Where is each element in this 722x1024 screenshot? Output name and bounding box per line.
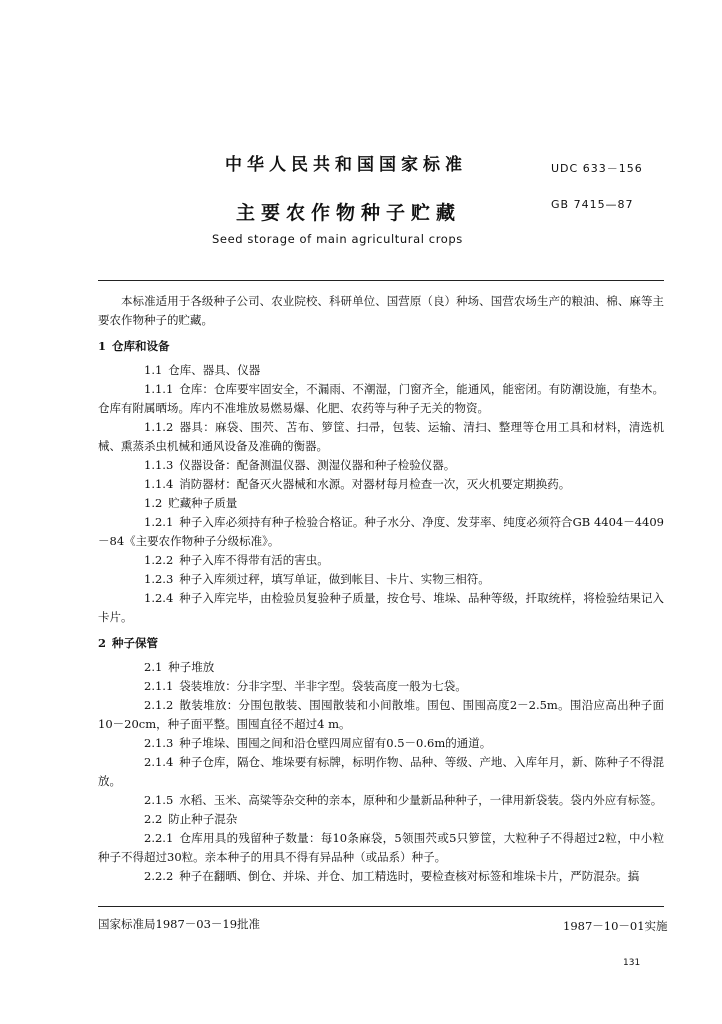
clause-number: 1.1: [144, 363, 163, 377]
document-title: 主要农作物种子贮藏: [236, 202, 462, 224]
clause-number: 2.1: [144, 660, 163, 674]
clause-number: 1.1.4: [144, 477, 174, 491]
section-title: 仓库和设备: [112, 339, 170, 353]
clause-number: 2.1.5: [144, 793, 174, 807]
gb-number: GB 7415—87: [551, 198, 634, 211]
clause-number: 1.1.3: [144, 458, 174, 472]
approval-date: 国家标准局1987－03－19批准: [98, 917, 261, 931]
clause-number: 1.2.4: [144, 591, 174, 605]
clause-number: 1.2.2: [144, 553, 174, 567]
clause-text: 种子入库不得带有活的害虫。: [179, 553, 329, 567]
clause-text: 袋装堆放：分非字型、半非字型。袋装高度一般为七袋。: [179, 679, 467, 693]
clause-paragraph: [98, 867, 664, 886]
clause-text: 仪器设备：配备测温仪器、测湿仪器和种子检验仪器。: [179, 458, 456, 472]
clause-text: 种子入库必须持有种子检验合格证。种子水分、净度、发芽率、纯度必须符合GB 4404－4409－84《主要农作物种子分级标准》。: [98, 515, 664, 548]
standard-title: 中华人民共和国国家标准: [225, 155, 467, 175]
clause-paragraph: [98, 677, 664, 696]
clause-text: 种子堆放: [168, 660, 215, 674]
clause-paragraph: [98, 589, 664, 627]
clause-number: 1.2: [144, 496, 163, 510]
clause-text: 防止种子混杂: [168, 812, 238, 826]
clause-number: 1.1.2: [144, 420, 174, 434]
clause-number: 2.2: [144, 812, 163, 826]
subsection-heading: [98, 361, 664, 380]
clause-paragraph: [98, 418, 664, 456]
footer-rule: [98, 906, 664, 907]
clause-paragraph: [98, 753, 664, 791]
clause-paragraph: [98, 513, 664, 551]
section-number: 1: [98, 339, 107, 353]
clause-text: 种子堆垛、围囤之间和沿仓壁四周应留有0.5－0.6m的通道。: [179, 736, 492, 750]
clause-number: 1.2.1: [144, 515, 174, 529]
clause-paragraph: [98, 791, 664, 810]
clause-text: 贮藏种子质量: [168, 496, 238, 510]
clause-number: 1.2.3: [144, 572, 174, 586]
clause-number: 2.1.2: [144, 698, 174, 712]
clause-text: 器具：麻袋、围茓、苫布、箩筐、扫帚，包装、运输、清扫、整理等仓用工具和材料，清选机械、熏蒸杀虫机械和通风设备及准确的衡器。: [98, 420, 664, 453]
page-number: 131: [623, 958, 641, 968]
subsection-heading: [98, 810, 664, 829]
clause-text: 仓库用具的残留种子数量：每10条麻袋，5领围茓或5只箩筐，大粒种子不得超过2粒，中小粒种子不得超过30粒。亲本种子的用具不得有异品种（或品系）种子。: [98, 831, 664, 864]
clause-text: 种子入库完毕，由检验员复验种子质量，按仓号、堆垛、品种等级，扦取统样，将检验结果记入卡片。: [98, 591, 664, 624]
clause-paragraph: [98, 570, 664, 589]
clause-text: 种子入库须过秤，填写单证，做到帐目、卡片、实物三相符。: [179, 572, 490, 586]
clause-paragraph: [98, 696, 664, 734]
clause-number: 2.1.1: [144, 679, 174, 693]
clause-text: 种子仓库，隔仓、堆垛要有标牌，标明作物、品种、等级、产地、入库年月，新、陈种子不得混放。: [98, 755, 664, 788]
implementation-date: 1987－10－01实施: [563, 919, 668, 933]
clause-number: 2.1.3: [144, 736, 174, 750]
clause-text: 仓库：仓库要牢固安全，不漏雨、不潮湿，门窗齐全，能通风，能密闭。有防潮设施，有垫木。仓库有附属晒场。库内不准堆放易燃易爆、化肥、农药等与种子无关的物资。: [98, 382, 664, 415]
udc-number: UDC 633－156: [551, 162, 643, 175]
intro-paragraph: 本标准适用于各级种子公司、农业院校、科研单位、国营原（良）种场、国营农场生产的粮油、棉、麻等主要农作物种子的贮藏。: [98, 294, 664, 327]
clause-text: 消防器材：配备灭火器械和水源。对器材每月检查一次，灭火机要定期换药。: [179, 477, 571, 491]
english-title: Seed storage of main agricultural crops: [212, 232, 463, 246]
section-title: 种子保管: [112, 636, 159, 650]
clause-paragraph: [98, 829, 664, 867]
clause-number: 1.1.1: [144, 382, 174, 396]
clause-paragraph: [98, 551, 664, 570]
subsection-heading: [98, 494, 664, 513]
section-number: 2: [98, 636, 107, 650]
clause-paragraph: [98, 380, 664, 418]
clause-text: 仓库、器具、仪器: [168, 363, 261, 377]
clause-text: 散装堆放：分围包散装、围囤散装和小间散堆。围包、围囤高度2－2.5m。围沿应高出种子面10－20cm，种子面平整。围囤直径不超过4 m。: [98, 698, 664, 731]
document-body: [98, 292, 664, 886]
clause-paragraph: [98, 456, 664, 475]
clause-number: 2.2.2: [144, 869, 174, 883]
clause-paragraph: [98, 475, 664, 494]
subsection-heading: [98, 658, 664, 677]
clause-number: 2.2.1: [144, 831, 174, 845]
clause-text: 水稻、玉米、高粱等杂交种的亲本，原种和少量新品种种子，一律用新袋装。袋内外应有标签。: [179, 793, 663, 807]
section-heading: [98, 634, 664, 653]
clause-paragraph: [98, 734, 664, 753]
header-rule: [98, 280, 664, 281]
section-heading: [98, 337, 664, 356]
clause-text: 种子在翻晒、倒仓、并垛、并仓、加工精选时，要检查核对标签和堆垛卡片，严防混杂。搞: [179, 869, 640, 883]
clause-number: 2.1.4: [144, 755, 174, 769]
